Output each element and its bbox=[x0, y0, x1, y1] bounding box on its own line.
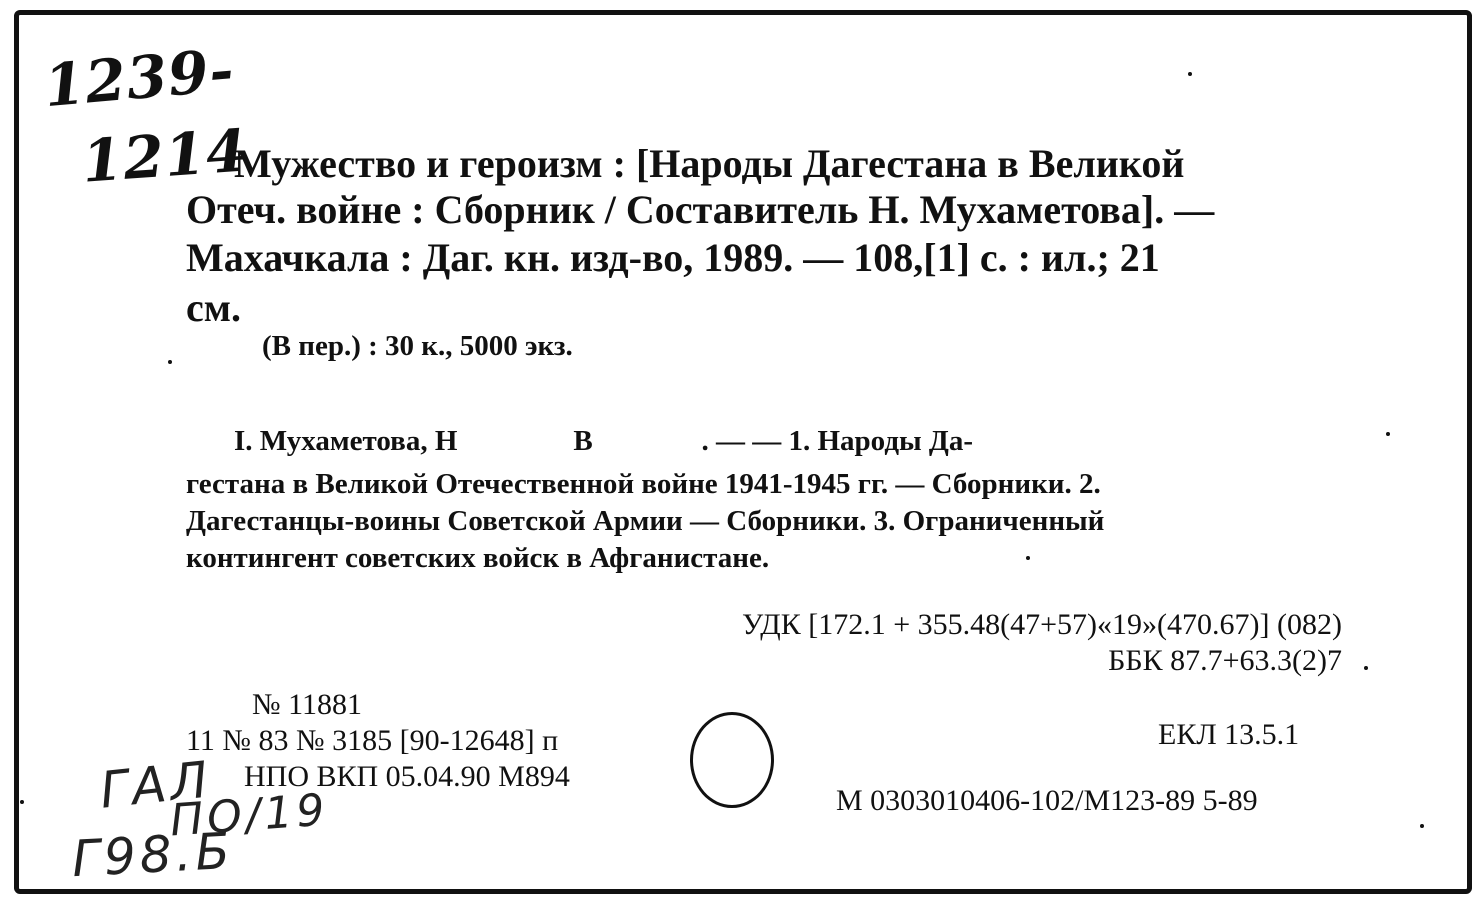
imprint-number: № 11881 bbox=[252, 688, 363, 721]
subjects-line-1: I. Мухаметова, Н В . — — 1. Народы Да- bbox=[234, 425, 973, 457]
handwritten-note-line3: Г98.Б bbox=[70, 821, 236, 889]
subjects-line-4: контингент советских войск в Афганистане. bbox=[186, 542, 770, 574]
ekl-code: ЕКЛ 13.5.1 bbox=[1158, 718, 1300, 751]
udk-code: УДК [172.1 + 355.48(47+57)«19»(470.67)] (082) bbox=[742, 608, 1342, 641]
title-line-1: Мужество и героизм : [Народы Дагестана в Великой bbox=[234, 141, 1185, 186]
imprint-order: 11 № 83 № 3185 [90-12648] п bbox=[186, 724, 559, 757]
handwritten-call-number-line2: 1214 bbox=[79, 116, 250, 196]
circle-stamp bbox=[690, 712, 774, 808]
handwritten-note-line2: ПО/19 bbox=[168, 784, 331, 847]
subjects-line-2: гестана в Великой Отечественной войне 1941-1945 гг. — Сборники. 2. bbox=[186, 468, 1101, 500]
price-line: (В пер.) : 30 к., 5000 экз. bbox=[262, 330, 573, 362]
imprint-npo: НПО ВКП 05.04.90 М894 bbox=[244, 760, 570, 793]
speck bbox=[1026, 556, 1030, 560]
speck bbox=[20, 800, 24, 804]
publication-code: М 0303010406-102/М123-89 5-89 bbox=[836, 784, 1258, 817]
speck bbox=[1188, 72, 1192, 76]
title-line-3: Махачкала : Даг. кн. изд-во, 1989. — 108,[1] с. : ил.; 21 bbox=[186, 235, 1160, 280]
bbk-code: ББК 87.7+63.3(2)7 bbox=[1108, 644, 1342, 677]
speck bbox=[1420, 824, 1424, 828]
handwritten-note-line1: ГАЛ bbox=[97, 750, 215, 820]
title-line-2: Отеч. войне : Сборник / Составитель Н. Мухаметова]. — bbox=[186, 187, 1215, 232]
subjects-line-3: Дагестанцы-воины Советской Армии — Сборники. 3. Ограниченный bbox=[186, 505, 1105, 537]
speck bbox=[1386, 432, 1390, 436]
speck bbox=[1364, 666, 1368, 670]
title-line-4: см. bbox=[186, 285, 241, 330]
handwritten-call-number-line1: 1239- bbox=[41, 35, 238, 121]
speck bbox=[168, 360, 172, 364]
